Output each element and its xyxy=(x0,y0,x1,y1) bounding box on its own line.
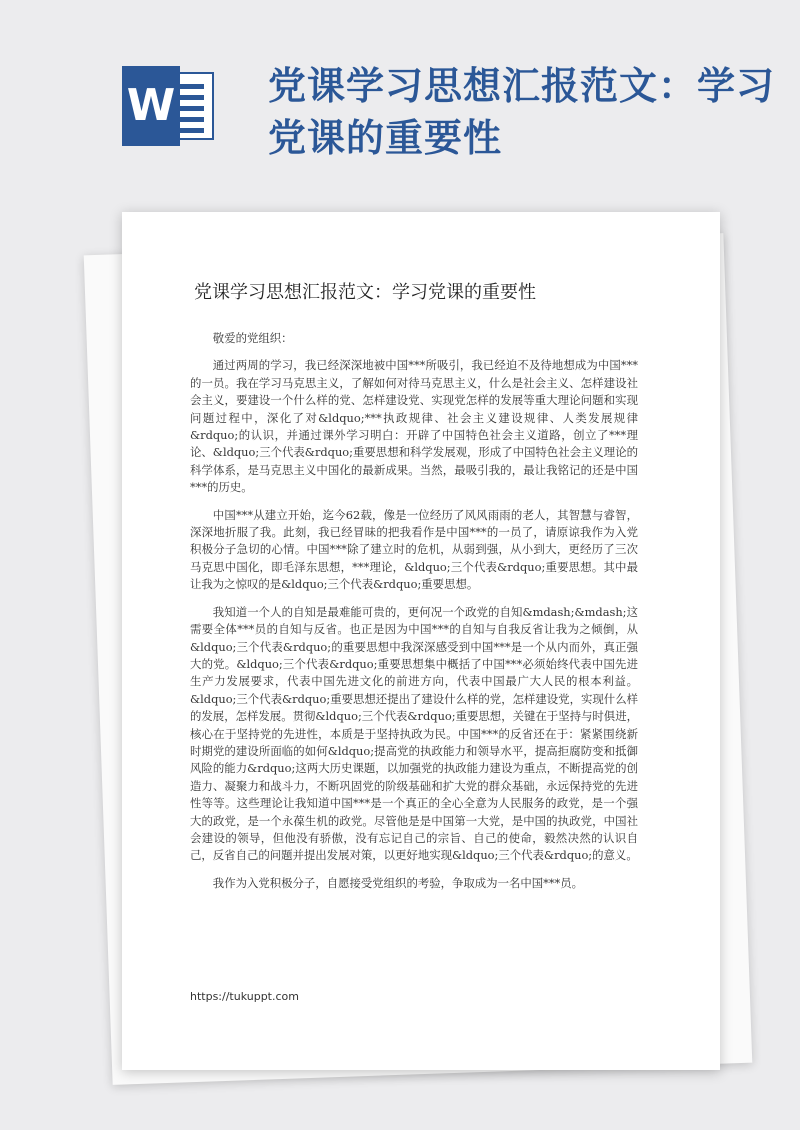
paragraph: 我作为入党积极分子，自愿接受党组织的考验，争取成为一名中国***员。 xyxy=(212,875,583,890)
salutation: 敬爱的党组织： xyxy=(212,331,293,345)
document-page xyxy=(122,212,720,1070)
page-title: 党课学习思想汇报范文：学习党课的重要性 xyxy=(268,64,776,160)
document-body xyxy=(190,330,638,902)
paragraph: 通过两周的学习，我已经深深地被中国***所吸引，我已经迫不及待地想成为中国***的一员。我在学习马克思主义，了解如何对待马克思主义，什么是社会主义、怎样建设社会主义，要建设一个什么样的党、怎样建设党、实现党怎样的发展等重大理论问题和实现问题过程中，深化了对&ldquo;***执政规律、社会主义建设规律、人类发展规律&rdquo;的认识，并通过课外学习明白：开辟了中国特色社会主义道路，创立了***理论、&ldquo;三个代表&rdquo;重要思想和科学发展观，形成了中国特色社会主义理论的科学体系，是马克思主义中国化的最新成果。当然，最吸引我的，最让我铭记的还是中国***的历史。 xyxy=(190,358,638,495)
paragraph: 中国***从建立开始，迄今62载，像是一位经历了风风雨雨的老人，其智慧与睿智，深深地折服了我。此刻，我已经冒昧的把我看作是中国***的一员了，请原谅我作为入党积极分子急切的心情。中国***除了建立时的危机，从弱到强，从小到大，更经历了三次马克思中国化，即毛泽东思想，***理论，&ldquo;三个代表&rdquo;重要思想。其中最让我为之惊叹的是&ldquo;三个代表&rdquo;重要思想。 xyxy=(190,507,638,592)
word-letter-badge: W xyxy=(122,66,180,146)
paragraph: 我知道一个人的自知是最难能可贵的，更何况一个政党的自知&mdash;&mdash;这需要全体***员的自知与反省。也正是因为中国***的自知与自我反省让我为之倾倒，从&ldquo;三个代表&rdquo;的重要思想中我深深感受到中国***是一个从内而外，真正强大的党。&ldquo;三个代表&rdquo;重要思想集中概括了中国***必须始终代表中国先进生产力发展要求，代表中国先进文化的前进方向，代表中国最广大人民的根本利益。&ldquo;三个代表&rdquo;重要思想还提出了建设什么样的党，怎样建设党，实现什么样的发展，怎样发展。贯彻&ldquo;三个代表&rdquo;重要思想，关键在于坚持与时俱进，核心在于坚持党的先进性，本质是于坚持执政为民。中国***的反省还在于：紧紧围绕新时期党的建设所面临的如何&ldquo;提高党的执政能力和领导水平，提高拒腐防变和抵御风险的能力&rdquo;这两大历史课题，以加强党的执政能力建设为重点，不断提高党的创造力、凝聚力和战斗力，不断巩固党的阶级基础和扩大党的群众基础，永远保持党的先进性等等。这些理论让我知道中国***是一个真正的全心全意为人民服务的政党，是一个强大的政党，是一个永葆生机的政党。尽管他是是中国第一大党，是中国的执政党，中国社会建设的领导，但他没有骄傲，没有忘记自己的宗旨、自己的使命，毅然决然的认识自己，反省自己的问题并提出发展对策，以更好地实现&ldquo;三个代表&rdquo;的意义。 xyxy=(190,604,638,863)
document-title: 党课学习思想汇报范文：学习党课的重要性 xyxy=(194,282,536,303)
source-url: https://tukuppt.com xyxy=(190,990,299,1003)
word-document-icon xyxy=(122,66,214,146)
